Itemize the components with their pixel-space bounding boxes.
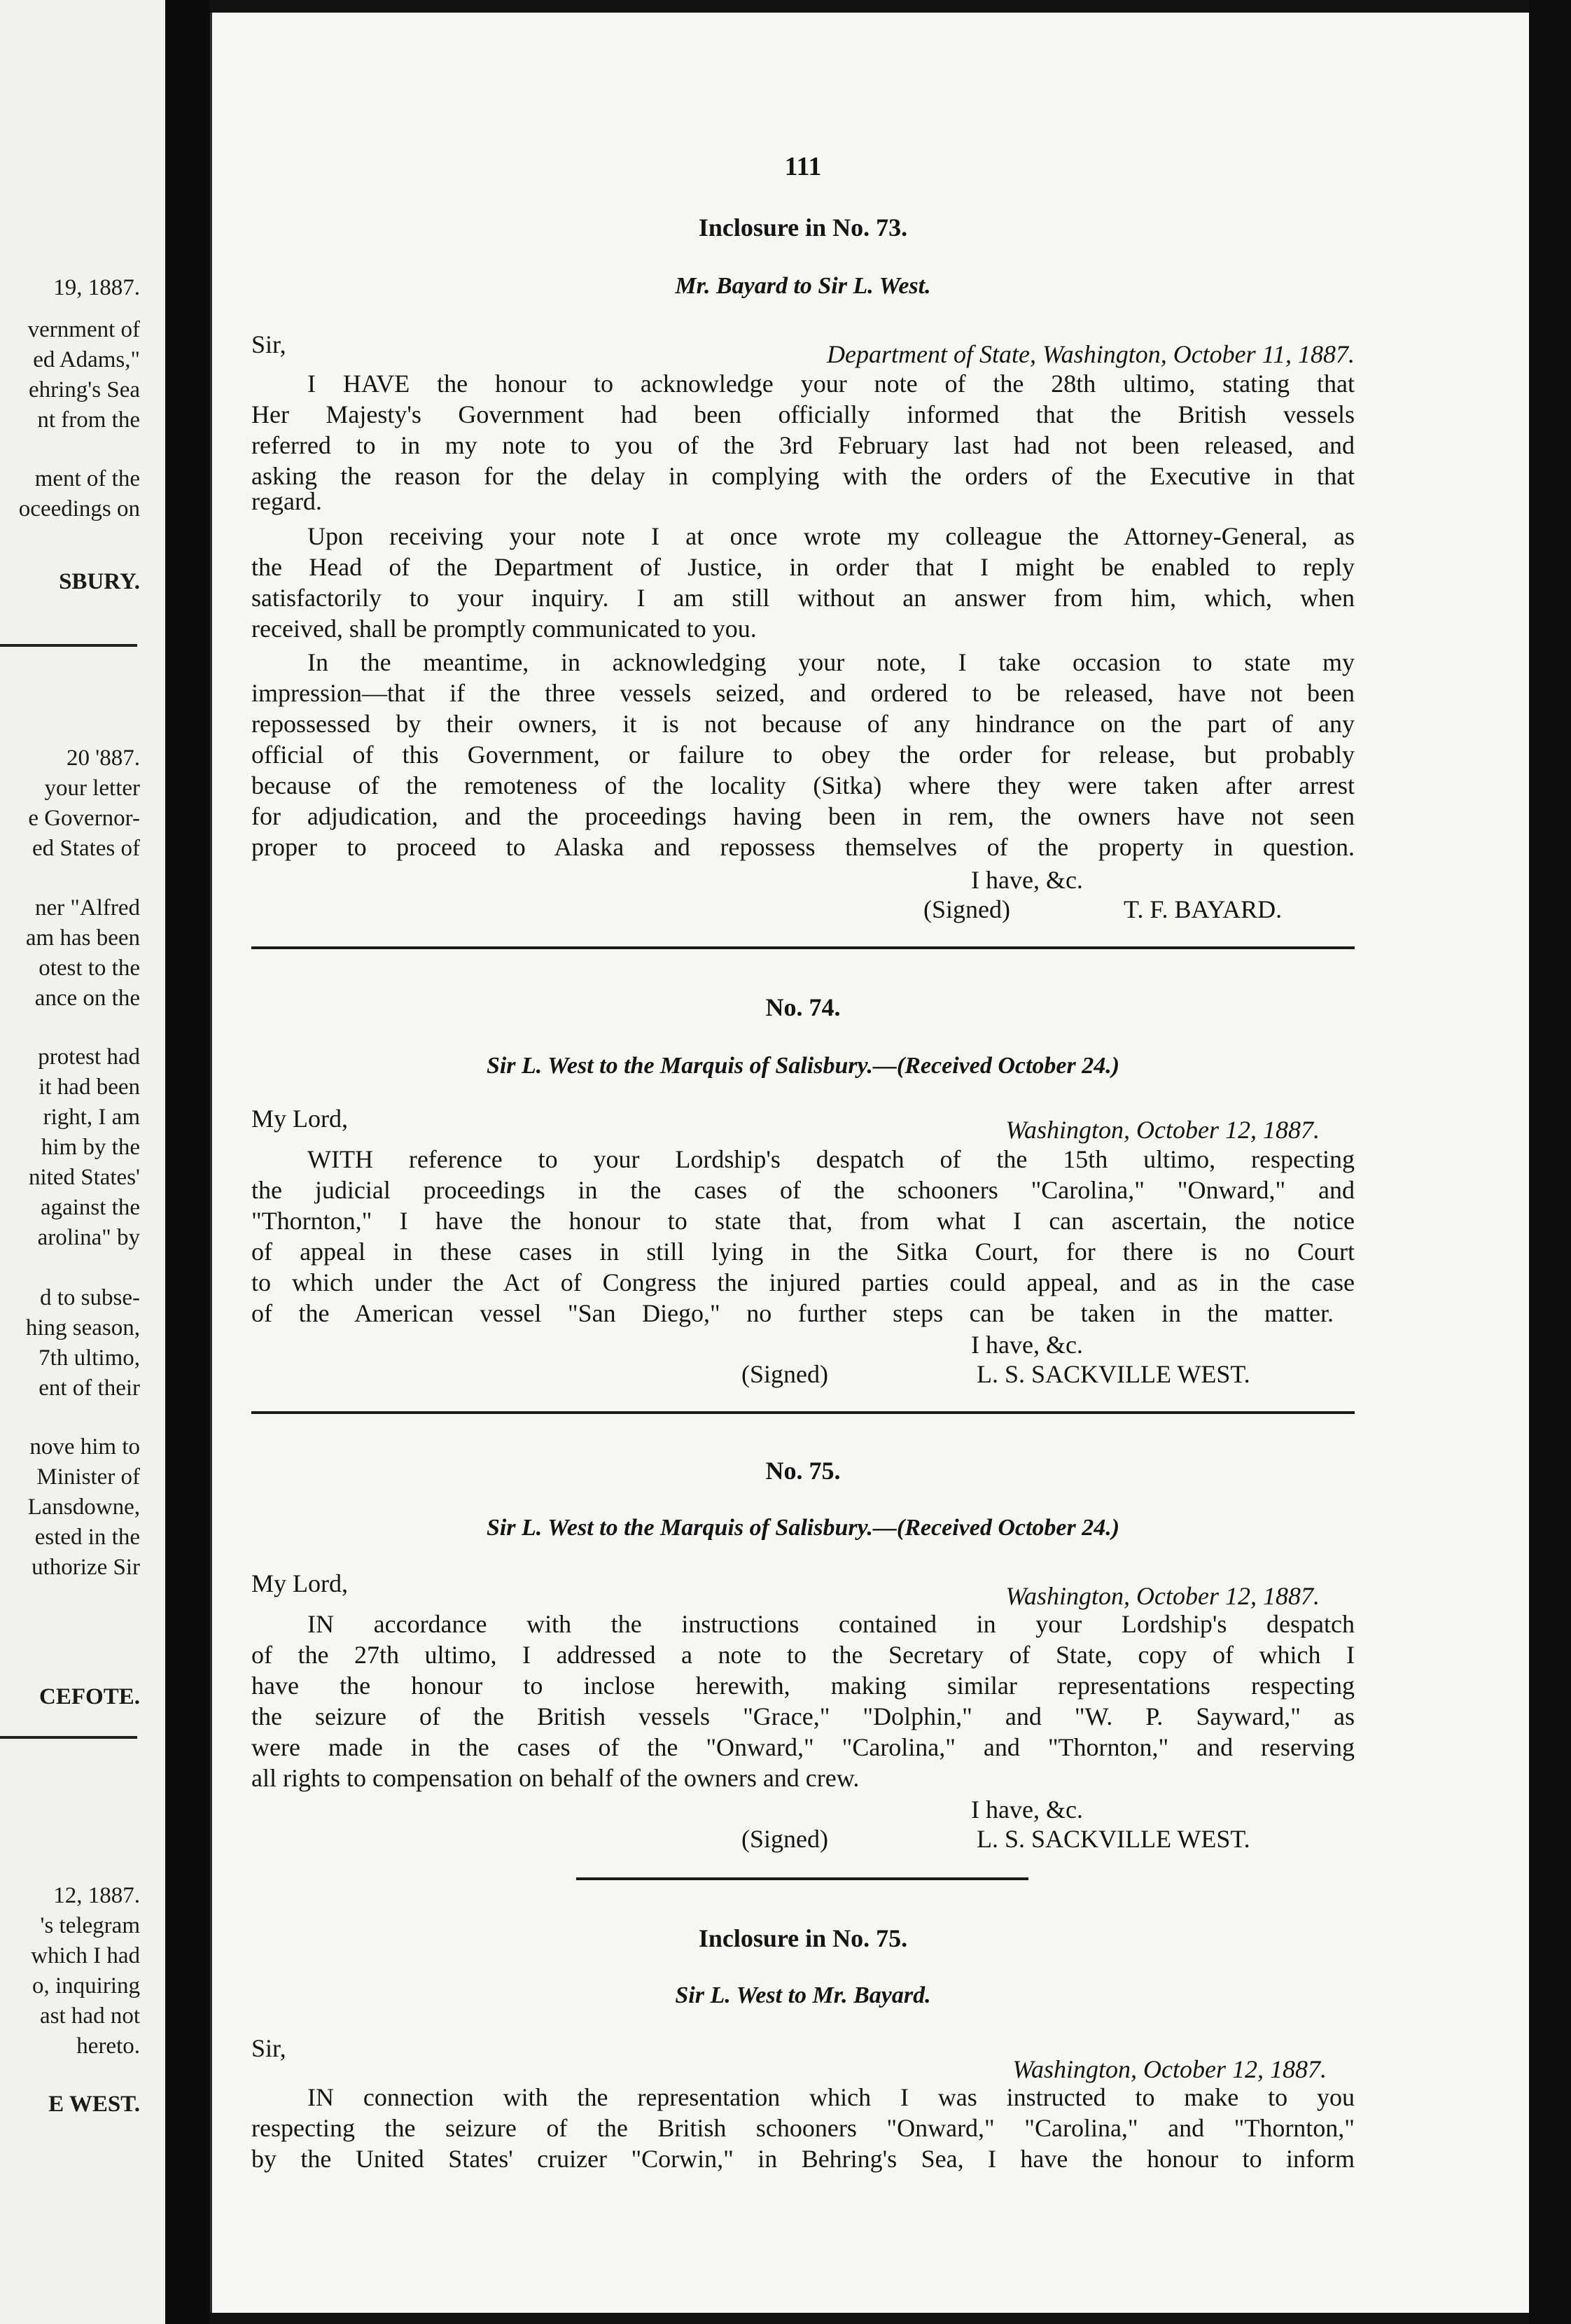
enclosure-73-closing: I have, &c.: [971, 866, 1083, 894]
text-line: the seizure of the British vessels "Grace," "Dolphin," and "W. P. Sayward," as: [251, 1702, 1355, 1730]
facing-page-line: o, inquiring: [32, 1973, 140, 1998]
no-74-heading: No. 74.: [765, 993, 841, 1021]
facing-page-line: which I had: [31, 1943, 140, 1968]
no-75-signed: (Signed): [741, 1825, 828, 1853]
facing-page-line: 's telegram: [40, 1913, 140, 1938]
no-74-closing: I have, &c.: [971, 1331, 1083, 1359]
facing-page-line: uthorize Sir: [32, 1555, 140, 1580]
facing-page-line: ment of the: [34, 466, 140, 491]
text-line: for adjudication, and the proceedings having been in rem, the owners have not seen: [251, 802, 1355, 830]
section-divider: [251, 1411, 1355, 1414]
facing-page-line: him by the: [41, 1135, 140, 1160]
facing-page-line: nited States': [28, 1165, 140, 1190]
facing-page-line: nove him to: [29, 1434, 140, 1460]
enclosure-73-signed: (Signed): [923, 895, 1010, 923]
section-divider: [251, 946, 1355, 949]
facing-page-line: CEFOTE.: [39, 1684, 140, 1709]
text-line: respecting the seizure of the British schooners "Onward," "Carolina," and "Thornton,": [251, 2114, 1355, 2142]
facing-page-divider: [0, 1736, 137, 1739]
enclosure-75-dateline: Washington, October 12, 1887.: [1012, 2055, 1327, 2083]
text-line: IN accordance with the instructions contained in your Lordship's despatch: [307, 1610, 1355, 1638]
no-75-subheading: Sir L. West to the Marquis of Salisbury.—(Received October 24.): [486, 1515, 1120, 1541]
short-divider: [576, 1877, 1028, 1880]
facing-page-line: Minister of: [36, 1464, 140, 1490]
text-line: In the meantime, in acknowledging your note, I take occasion to state my: [307, 648, 1355, 676]
text-line: received, shall be promptly communicated to you.: [251, 615, 757, 643]
text-line: because of the remoteness of the locality (Sitka) where they were taken after arrest: [251, 771, 1355, 799]
text-line: by the United States' cruizer "Corwin," in Behring's Sea, I have the honour to inform: [251, 2145, 1355, 2173]
text-line: Her Majesty's Government had been officially informed that the British vessels: [251, 400, 1355, 428]
text-line: I HAVE the honour to acknowledge your note of the 28th ultimo, stating that: [307, 370, 1355, 398]
text-line: proper to proceed to Alaska and repossess themselves of the property in question.: [251, 833, 1355, 861]
facing-page-line: ent of their: [39, 1376, 140, 1401]
text-line: "Thornton," I have the honour to state that, from what I can ascertain, the notice: [251, 1207, 1355, 1235]
enclosure-73-subheading: Mr. Bayard to Sir L. West.: [675, 273, 931, 299]
facing-page-line: am has been: [25, 925, 140, 951]
facing-page-line: hereto.: [76, 2033, 140, 2059]
text-line: of the American vessel "San Diego," no further steps can be taken in the matter.: [251, 1299, 1334, 1327]
facing-page-line: right, I am: [43, 1105, 140, 1130]
facing-page-line: against the: [40, 1195, 140, 1220]
facing-page-line: 20 '887.: [67, 746, 140, 771]
facing-page-line: nt from the: [37, 407, 140, 433]
no-74-signed: (Signed): [741, 1360, 828, 1388]
no-75-closing: I have, &c.: [971, 1795, 1083, 1823]
text-line: referred to in my note to you of the 3rd February last had not been released, and: [251, 431, 1355, 459]
enclosure-75-salutation: Sir,: [251, 2034, 286, 2062]
enclosure-75-subheading: Sir L. West to Mr. Bayard.: [675, 1982, 931, 2008]
facing-page-line: ested in the: [34, 1525, 140, 1550]
facing-page-line: SBURY.: [59, 569, 140, 594]
text-line: to which under the Act of Congress the injured parties could appeal, and as in the case: [251, 1268, 1355, 1296]
facing-page-line: oceedings on: [18, 496, 140, 522]
facing-page-line: 7th ultimo,: [39, 1345, 140, 1371]
facing-page-line: 19, 1887.: [53, 275, 140, 300]
text-line: of appeal in these cases in still lying in the Sitka Court, for there is no Court: [251, 1238, 1355, 1266]
no-74-signer: L. S. SACKVILLE WEST.: [977, 1360, 1250, 1388]
facing-page-divider: [0, 644, 137, 647]
facing-page-line: e Governor-: [28, 806, 140, 831]
enclosure-73-signer: T. F. BAYARD.: [1124, 895, 1283, 923]
no-75-heading: No. 75.: [765, 1457, 841, 1485]
enclosure-73-salutation: Sir,: [251, 330, 286, 358]
text-line: WITH reference to your Lordship's despatch of the 15th ultimo, respecting: [307, 1145, 1355, 1173]
no-74-dateline: Washington, October 12, 1887.: [1005, 1116, 1320, 1144]
text-line: the Head of the Department of Justice, in order that I might be enabled to reply: [251, 553, 1355, 581]
facing-page-line: hing season,: [25, 1315, 140, 1340]
facing-page-line: ner "Alfred: [35, 895, 140, 920]
no-75-signer: L. S. SACKVILLE WEST.: [977, 1825, 1250, 1853]
facing-page-line: your letter: [44, 776, 140, 801]
facing-page-line: ance on the: [34, 986, 140, 1011]
text-line: were made in the cases of the "Onward," "Carolina," and "Thornton," and reserving: [251, 1733, 1355, 1761]
text-line: have the honour to inclose herewith, making similar representations respecting: [251, 1672, 1355, 1700]
no-75-dateline: Washington, October 12, 1887.: [1005, 1582, 1320, 1610]
facing-page-line: 12, 1887.: [53, 1883, 140, 1908]
enclosure-73-dateline: Department of State, Washington, October 11, 1887.: [827, 340, 1355, 368]
document-page: [210, 13, 1531, 2313]
text-line: official of this Government, or failure to obey the order for release, but probably: [251, 741, 1355, 769]
no-74-salutation: My Lord,: [251, 1105, 348, 1133]
no-75-salutation: My Lord,: [251, 1569, 348, 1597]
facing-page-line: Lansdowne,: [27, 1494, 140, 1520]
enclosure-73-heading: Inclosure in No. 73.: [698, 214, 908, 241]
text-line: of the 27th ultimo, I addressed a note to the Secretary of State, copy of which I: [251, 1641, 1355, 1669]
facing-page-line: d to subse-: [40, 1285, 140, 1310]
text-line: all rights to compensation on behalf of the owners and crew.: [251, 1764, 860, 1792]
page-number: 111: [784, 152, 822, 181]
facing-page-fragment: [0, 0, 165, 2324]
text-line: asking the reason for the delay in complying with the orders of the Executive in that: [251, 462, 1355, 490]
text-line: the judicial proceedings in the cases of the schooners "Carolina," "Onward," and: [251, 1176, 1355, 1204]
facing-page-line: otest to the: [39, 955, 140, 981]
text-line: IN connection with the representation which I was instructed to make to you: [307, 2083, 1355, 2111]
book-gutter: [165, 0, 210, 2324]
facing-page-line: arolina" by: [37, 1225, 140, 1250]
facing-page-line: it had been: [39, 1074, 140, 1100]
facing-page-line: ast had not: [40, 2003, 140, 2029]
facing-page-line: ed Adams,": [33, 347, 140, 372]
facing-page-line: ed States of: [32, 836, 140, 861]
text-line: Upon receiving your note I at once wrote my colleague the Attorney-General, as: [307, 522, 1355, 550]
facing-page-line: protest had: [38, 1044, 140, 1070]
text-line: repossessed by their owners, it is not because of any hindrance on the part of any: [251, 710, 1355, 738]
no-74-subheading: Sir L. West to the Marquis of Salisbury.—(Received October 24.): [486, 1053, 1120, 1079]
facing-page-line: vernment of: [27, 317, 140, 342]
text-line: satisfactorily to your inquiry. I am still without an answer from him, which, when: [251, 584, 1355, 612]
enclosure-75-heading: Inclosure in No. 75.: [698, 1924, 908, 1952]
scan-edge: [1529, 0, 1571, 2324]
facing-page-line: ehring's Sea: [29, 377, 140, 402]
facing-page-line: E WEST.: [48, 2092, 140, 2117]
text-line: impression—that if the three vessels seized, and ordered to be released, have not been: [251, 679, 1355, 707]
text-line: regard.: [251, 487, 322, 515]
